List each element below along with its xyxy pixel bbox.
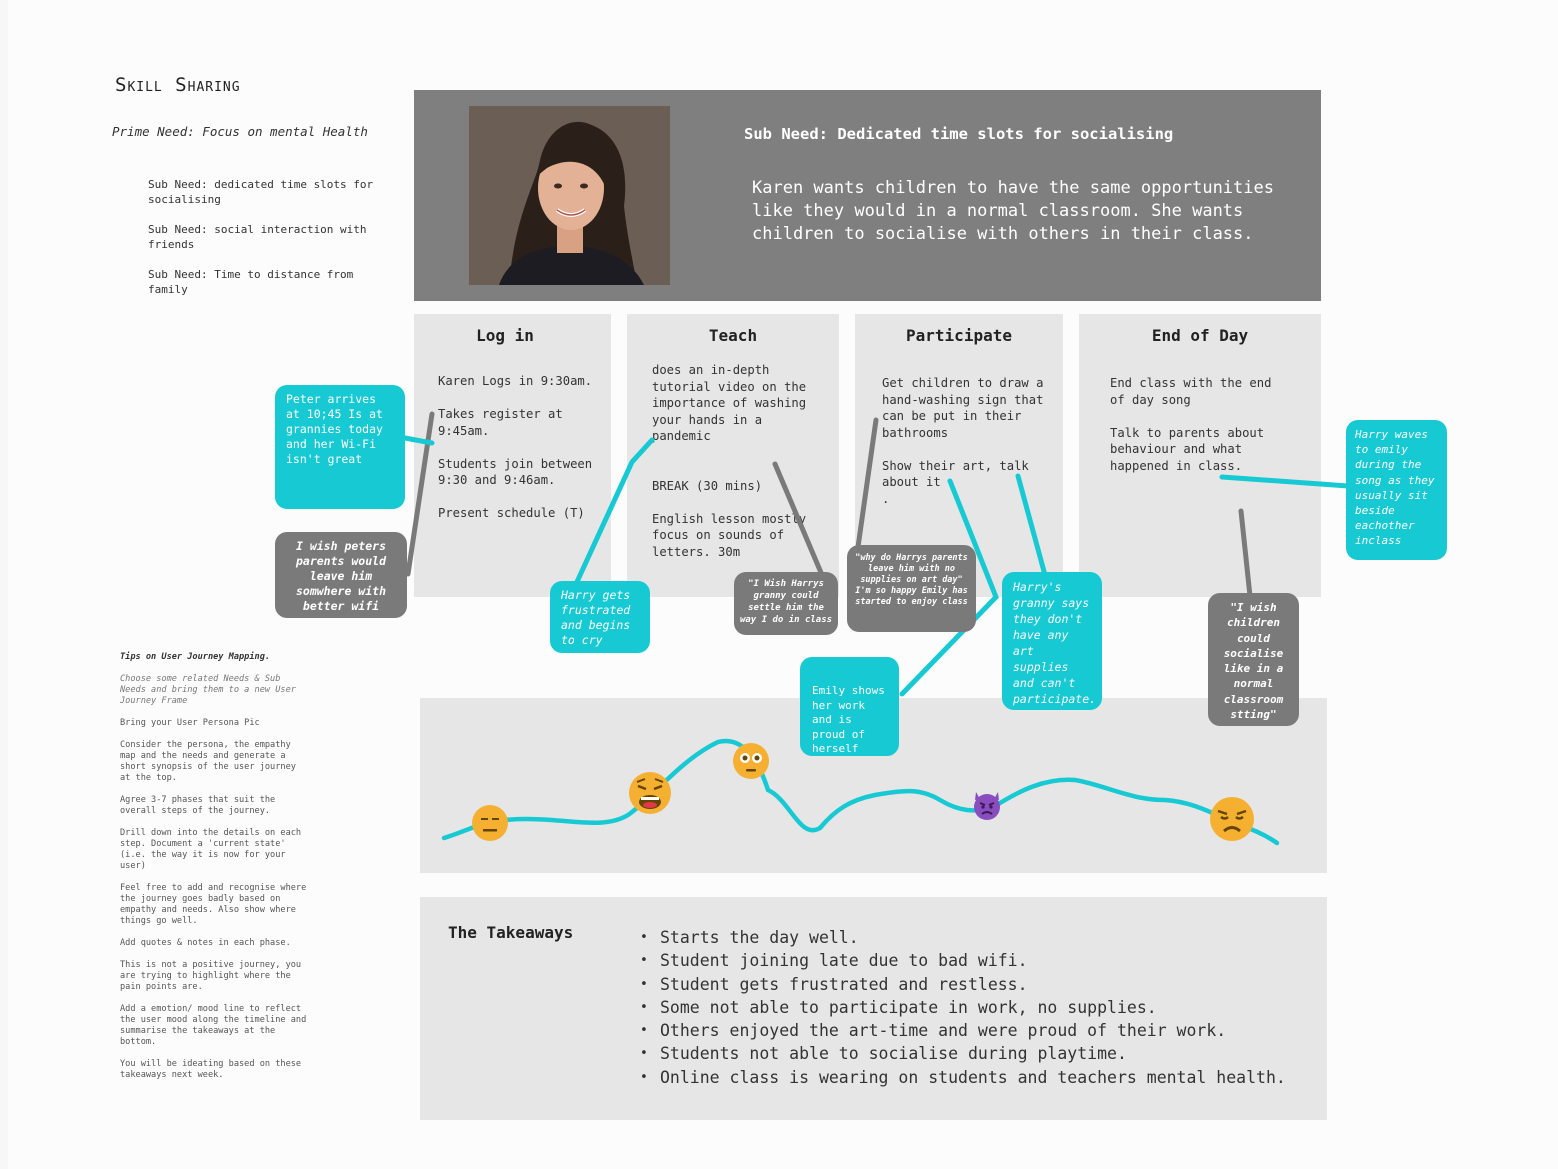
phase-body: Karen Logs in 9:30am. Takes register at 9:45am. Students join between 9:30 and 9:46am. Present schedule (T): [438, 374, 593, 520]
sticky-note-harry-waves[interactable]: Harry waves to emily during the song as they usually sit beside eachother inclass: [1346, 420, 1447, 560]
sticky-note-emily[interactable]: Emily shows her work and is proud of herself: [800, 657, 899, 756]
takeaways-title: The Takeaways: [448, 923, 574, 942]
sticky-note-harry-frustrated[interactable]: Harry gets frustrated and begins to cry: [550, 581, 650, 653]
persona-portrait-icon: [469, 106, 670, 285]
takeaway-item: • Student gets frustrated and restless.: [640, 973, 1290, 996]
page-title: Skill Sharing: [115, 74, 241, 96]
phase-body: Get children to draw a hand-washing sign that can be put in their bathrooms Show their art, talk about it .: [882, 376, 1044, 506]
prime-need: Prime Need: Focus on mental Health: [112, 124, 368, 139]
sub-need-1: Sub Need: dedicated time slots for socialising: [148, 178, 374, 206]
tip-item: Consider the persona, the empathy map and the needs and generate a short synopsis of the user journey at the top.: [120, 740, 296, 783]
takeaway-item: • Students not able to socialise during playtime.: [640, 1042, 1290, 1065]
phase-title: Teach: [708, 326, 758, 345]
sticky-note-peter[interactable]: Peter arrives at 10;45 Is at grannies today and her Wi-Fi isn't great: [275, 385, 405, 509]
tip-item: Bring your User Persona Pic: [120, 718, 260, 728]
sub-need-2: Sub Need: social interaction with friends: [148, 223, 367, 251]
tip-item: Feel free to add and recognise where the journey goes badly based on empathy and needs. Also show where things go well.: [120, 883, 307, 926]
phase-body: End class with the end of day song Talk to parents about behaviour and what happened in class.: [1110, 376, 1272, 473]
phase-title: Participate: [906, 326, 1012, 345]
phase-teach: [627, 314, 839, 597]
phase-title: Log in: [476, 326, 534, 345]
tip-item: This is not a positive journey, you are trying to highlight where the pain points are.: [120, 960, 302, 992]
takeaway-item: • Online class is wearing on students and teachers mental health.: [640, 1066, 1290, 1089]
journey-synopsis: Karen wants children to have the same opportunities like they would in a normal classroom. She wants children to socialise with others in their class.: [752, 178, 1274, 244]
quote-note-supplies[interactable]: "why do Harrys parents leave him with no supplies on art day" I'm so happy Emily has started to enjoy class: [847, 545, 976, 632]
phase-log-in: [414, 314, 611, 597]
disappointed-face-icon: [1210, 797, 1254, 841]
tip-item: Add quotes & notes in each phase.: [120, 938, 291, 948]
tip-item: Add a emotion/ mood line to reflect the user mood along the timeline and summarise the takeaways at the bottom.: [120, 1004, 307, 1047]
phase-body: does an in-depth tutorial video on the importance of washing your hands in a pandemic BREAK (30 mins) English lesson mostly focus on sounds of letters. 30m: [652, 363, 807, 559]
takeaway-item: • Student joining late due to bad wifi.: [640, 949, 1290, 972]
tips-panel: [120, 652, 310, 1092]
sticky-note-harry-granny[interactable]: Harry's granny says they don't have any art supplies and can't participate.: [1002, 572, 1102, 710]
weary-face-icon: [629, 772, 671, 814]
phase-title: End of Day: [1151, 326, 1249, 345]
takeaway-item: • Some not able to participate in work, no supplies.: [640, 996, 1290, 1019]
quote-note-socialise[interactable]: "I wish children could socialise like in a normal classroom stting": [1208, 593, 1299, 726]
flushed-face-icon: [733, 743, 769, 779]
tip-item: Agree 3-7 phases that suit the overall steps of the journey.: [120, 795, 276, 816]
tip-item: You will be ideating based on these takeaways next week.: [120, 1059, 302, 1080]
persona-photo[interactable]: [469, 106, 670, 285]
quote-note-harry-granny[interactable]: "I Wish Harrys granny could settle him the way I do in class: [734, 572, 838, 635]
sub-need-3: Sub Need: Time to distance from family: [148, 268, 354, 296]
takeaway-item: • Others enjoyed the art-time and were proud of their work.: [640, 1019, 1290, 1042]
takeaways-list: [640, 926, 1290, 1089]
takeaway-item: • Starts the day well.: [640, 926, 1290, 949]
expressionless-face-icon: [472, 805, 508, 841]
angry-devil-icon: [972, 790, 1002, 820]
quote-note-peter-wifi[interactable]: I wish peters parents would leave him somwhere with better wifi: [275, 532, 407, 618]
tips-title: Tips on User Journey Mapping.: [120, 652, 271, 662]
phase-end-of-day: [1079, 314, 1321, 597]
tip-item: Drill down into the details on each step. Document a 'current state' (i.e. the way it is now for your user): [120, 828, 302, 871]
header-sub-need: Sub Need: Dedicated time slots for socialising: [744, 125, 1174, 143]
tip-item: Choose some related Needs & Sub Needs and bring them to a new User Journey Frame: [120, 674, 296, 706]
